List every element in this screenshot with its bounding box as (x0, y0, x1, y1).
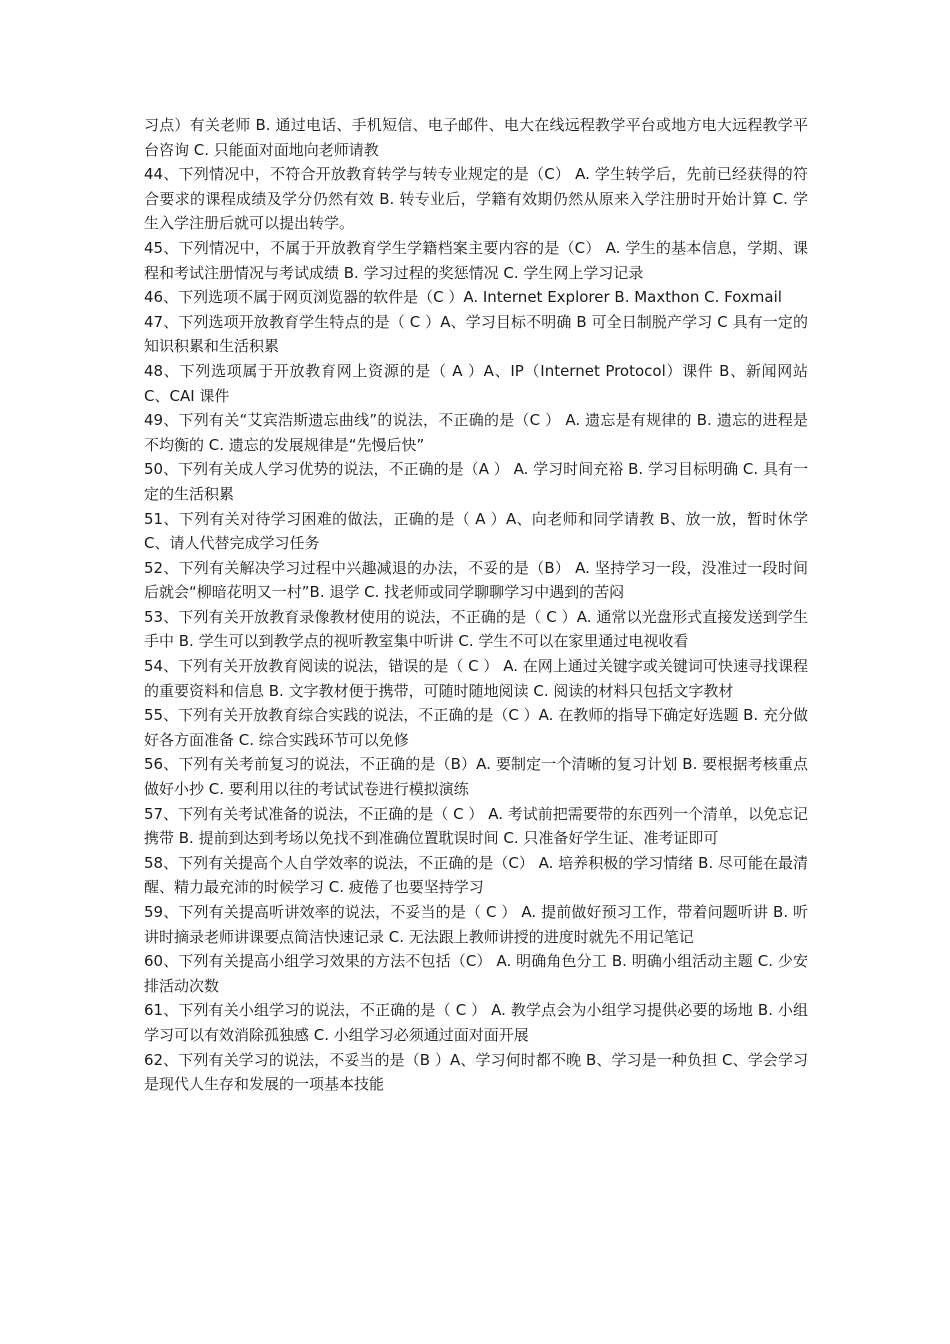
question-paragraph: 48、下列选项属于开放教育网上资源的是（ A ）A、IP（Internet Protocol）课件 B、新闻网站 C、CAI 课件 (144, 361, 808, 405)
question-paragraph: 59、下列有关提高听讲效率的说法，不妥当的是（ C ） A. 提前做好预习工作，带着问题听讲 B. 听讲时摘录老师讲课要点简洁快速记录 C. 无法跟上教师讲授的进度时就先不用记笔记 (144, 903, 808, 946)
question-paragraph: 58、下列有关提高个人自学效率的说法，不正确的是（C） A. 培养积极的学习情绪 B. 尽可能在最清醒、精力最充沛的时候学习 C. 疲倦了也要坚持学习 (144, 853, 808, 897)
question-paragraph: 50、下列有关成人学习优势的说法，不正确的是（A ） A. 学习时间充裕 B. 学习目标明确 C. 具有一定的生活积累 (144, 460, 808, 503)
question-paragraph: 62、下列有关学习的说法，不妥当的是（B ）A、学习何时都不晚 B、学习是一种负担 C、学会学习是现代人生存和发展的一项基本技能 (144, 1050, 808, 1094)
question-paragraph: 51、下列有关对待学习困难的做法，正确的是（ A ）A、向老师和同学请教 B、放一放，暂时休学 C、请人代替完成学习任务 (144, 509, 808, 553)
question-paragraph: 46、下列选项不属于网页浏览器的软件是（C ）A. Internet Explorer B. Maxthon C. Foxmail (144, 288, 782, 307)
document-body (144, 113, 808, 1097)
question-paragraph: 45、下列情况中，不属于开放教育学生学籍档案主要内容的是（C） A. 学生的基本信息，学期、课程和考试注册情况与考试成绩 B. 学习过程的奖惩情况 C. 学生网上学习记录 (144, 238, 808, 282)
question-paragraph: 60、下列有关提高小组学习效果的方法不包括（C） A. 明确角色分工 B. 明确小组活动主题 C. 少安排活动次数 (144, 952, 808, 995)
question-paragraph: 47、下列选项开放教育学生特点的是（ C ）A、学习目标不明确 B 可全日制脱产学习 C 具有一定的知识积累和生活积累 (144, 312, 808, 356)
question-paragraph: 61、下列有关小组学习的说法，不正确的是（ C ） A. 教学点会为小组学习提供必要的场地 B. 小组学习可以有效消除孤独感 C. 小组学习必须通过面对面开展 (144, 1001, 808, 1044)
question-paragraph: 44、下列情况中，不符合开放教育转学与转专业规定的是（C） A. 学生转学后，先前已经获得的符合要求的课程成绩及学分仍然有效 B. 转专业后，学籍有效期仍然从原来入学注册时开始计算 C. 学生入学注册后就可以提出转学。 (144, 165, 808, 233)
question-paragraph: 56、下列有关考前复习的说法，不正确的是（B）A. 要制定一个清晰的复习计划 B. 要根据考核重点做好小抄 C. 要利用以往的考试试卷进行模拟演练 (144, 755, 808, 799)
question-paragraph: 习点）有关老师 B. 通过电话、手机短信、电子邮件、电大在线远程教学平台或地方电大远程教学平台咨询 C. 只能面对面地向老师请教 (144, 116, 808, 159)
question-paragraph: 52、下列有关解决学习过程中兴趣减退的办法，不妥的是（B） A. 坚持学习一段，没准过一段时间后就会“柳暗花明又一村”B. 退学 C. 找老师或同学聊聊学习中遇到的苦闷 (144, 558, 808, 602)
question-paragraph: 49、下列有关“艾宾浩斯遗忘曲线”的说法，不正确的是（C ） A. 遗忘是有规律的 B. 遗忘的进程是不均衡的 C. 遗忘的发展规律是“先慢后快” (144, 411, 808, 454)
question-paragraph: 53、下列有关开放教育录像教材使用的说法，不正确的是（ C ）A. 通常以光盘形式直接发送到学生手中 B. 学生可以到教学点的视听教室集中听讲 C. 学生不可以在家里通过电视收看 (144, 607, 808, 651)
question-paragraph: 55、下列有关开放教育综合实践的说法，不正确的是（C ）A. 在教师的指导下确定好选题 B. 充分做好各方面准备 C. 综合实践环节可以免修 (144, 706, 808, 749)
question-paragraph: 57、下列有关考试准备的说法，不正确的是（ C ） A. 考试前把需要带的东西列一个清单，以免忘记携带 B. 提前到达到考场以免找不到准确位置耽误时间 C. 只准备好学生证、准考证即可 (144, 804, 808, 848)
question-paragraph: 54、下列有关开放教育阅读的说法，错误的是（ C ） A. 在网上通过关键字或关键词可快速寻找课程的重要资料和信息 B. 文字教材便于携带，可随时随地阅读 C. 阅读的材料只包括文字教材 (144, 657, 808, 700)
